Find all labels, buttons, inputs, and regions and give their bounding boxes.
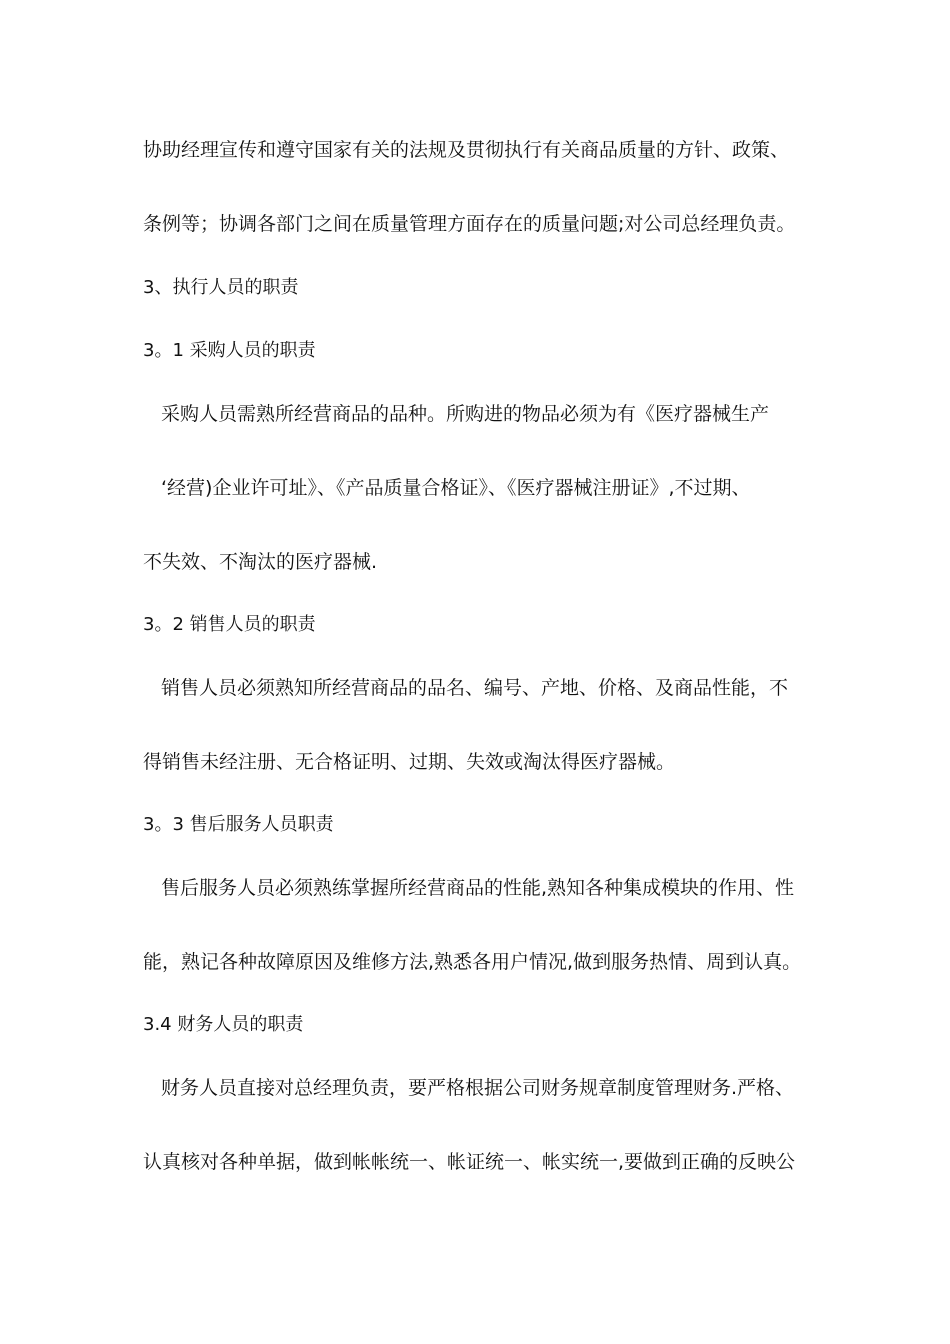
subsection-heading: 3.4 财务人员的职责 (143, 1014, 304, 1035)
paragraph-line: 不失效、不淘汰的医疗器械. (143, 551, 378, 573)
paragraph-line: 得销售未经注册、无合格证明、过期、失效或淘汰得医疗器械。 (143, 751, 676, 773)
paragraph-line: 能，熟记各种故障原因及维修方法,熟悉各用户情况,做到服务热情、周到认真。 (143, 951, 802, 973)
paragraph-line: 采购人员需熟所经营商品的品种。所购进的物品必须为有《医疗器械生产 (161, 403, 770, 425)
paragraph-line: 财务人员直接对总经理负责，要严格根据公司财务规章制度管理财务.严格、 (161, 1077, 795, 1099)
paragraph-line: 销售人员必须熟知所经营商品的品名、编号、产地、价格、及商品性能，不 (161, 677, 789, 699)
subsection-heading: 3。3 售后服务人员职责 (143, 814, 334, 835)
subsection-heading: 3。2 销售人员的职责 (143, 614, 316, 635)
paragraph-line: ‘经营)企业许可址》、《产品质量合格证》、《医疗器械注册证》,不过期、 (161, 477, 751, 499)
section-heading: 3、执行人员的职责 (143, 277, 299, 298)
paragraph-line: 条例等；协调各部门之间在质量管理方面存在的质量问题;对公司总经理负责。 (143, 213, 796, 235)
subsection-heading: 3。1 采购人员的职责 (143, 340, 316, 361)
paragraph-line: 协助经理宣传和遵守国家有关的法规及贯彻执行有关商品质量的方针、政策、 (143, 139, 790, 161)
paragraph-line: 售后服务人员必须熟练掌握所经营商品的性能,熟知各种集成模块的作用、性 (161, 877, 795, 899)
paragraph-line: 认真核对各种单据，做到帐帐统一、帐证统一、帐实统一,要做到正确的反映公 (143, 1151, 796, 1173)
